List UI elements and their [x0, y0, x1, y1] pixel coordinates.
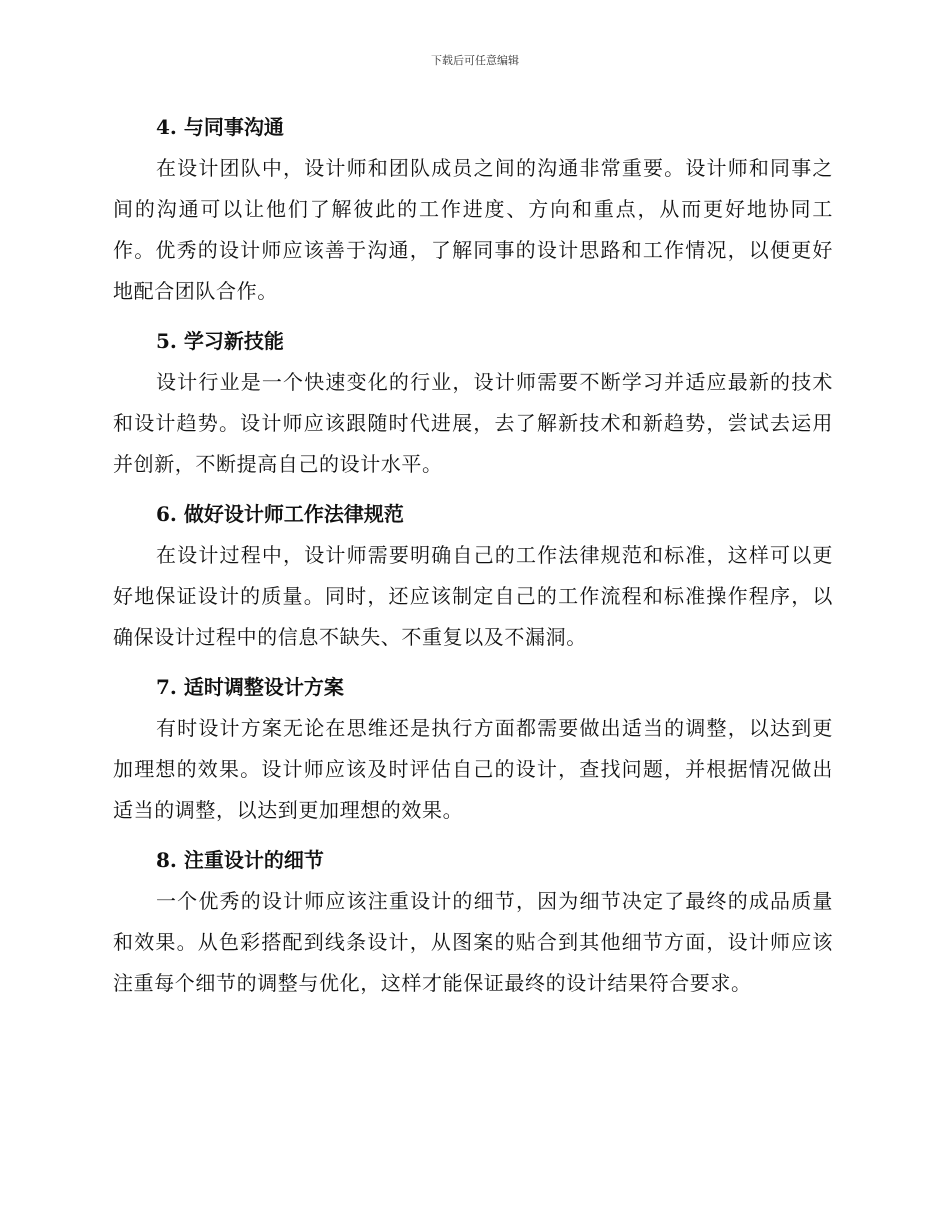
page-header: 下载后可任意编辑 — [431, 54, 519, 67]
section-heading: 7. 适时调整设计方案 — [156, 675, 344, 699]
section-paragraph: 设计行业是一个快速变化的行业，设计师需要不断学习并适应最新的技术和设计趋势。设计师应该跟随时代进展，去了解新技术和新趋势，尝试去运用并创新，不断提高自己的设计水平。 — [113, 370, 833, 476]
document-body — [113, 106, 833, 1012]
section-legal-norms — [113, 493, 833, 658]
section-heading: 6. 做好设计师工作法律规范 — [156, 502, 404, 526]
section-paragraph: 有时设计方案无论在思维还是执行方面都需要做出适当的调整，以达到更加理想的效果。设计师应该及时评估自己的设计，查找问题，并根据情况做出适当的调整，以达到更加理想的效果。 — [113, 716, 833, 822]
section-paragraph: 一个优秀的设计师应该注重设计的细节，因为细节决定了最终的成品质量和效果。从色彩搭配到线条设计，从图案的贴合到其他细节方面，设计师应该注重每个细节的调整与优化，这样才能保证最终的设计结果符合要求。 — [113, 889, 833, 995]
section-heading: 5. 学习新技能 — [156, 329, 284, 353]
section-communication — [113, 106, 833, 312]
section-details — [113, 839, 833, 1004]
section-paragraph: 在设计过程中，设计师需要明确自己的工作法律规范和标准，这样可以更好地保证设计的质量。同时，还应该制定自己的工作流程和标准操作程序，以确保设计过程中的信息不缺失、不重复以及不漏洞。 — [113, 543, 833, 649]
section-paragraph: 在设计团队中，设计师和团队成员之间的沟通非常重要。设计师和同事之间的沟通可以让他们了解彼此的工作进度、方向和重点，从而更好地协同工作。优秀的设计师应该善于沟通，了解同事的设计思路和工作情况，以便更好地配合团队合作。 — [113, 156, 833, 303]
section-new-skills — [113, 320, 833, 485]
section-heading: 8. 注重设计的细节 — [156, 848, 324, 872]
section-heading: 4. 与同事沟通 — [156, 115, 284, 139]
section-adjust-plan — [113, 666, 833, 831]
